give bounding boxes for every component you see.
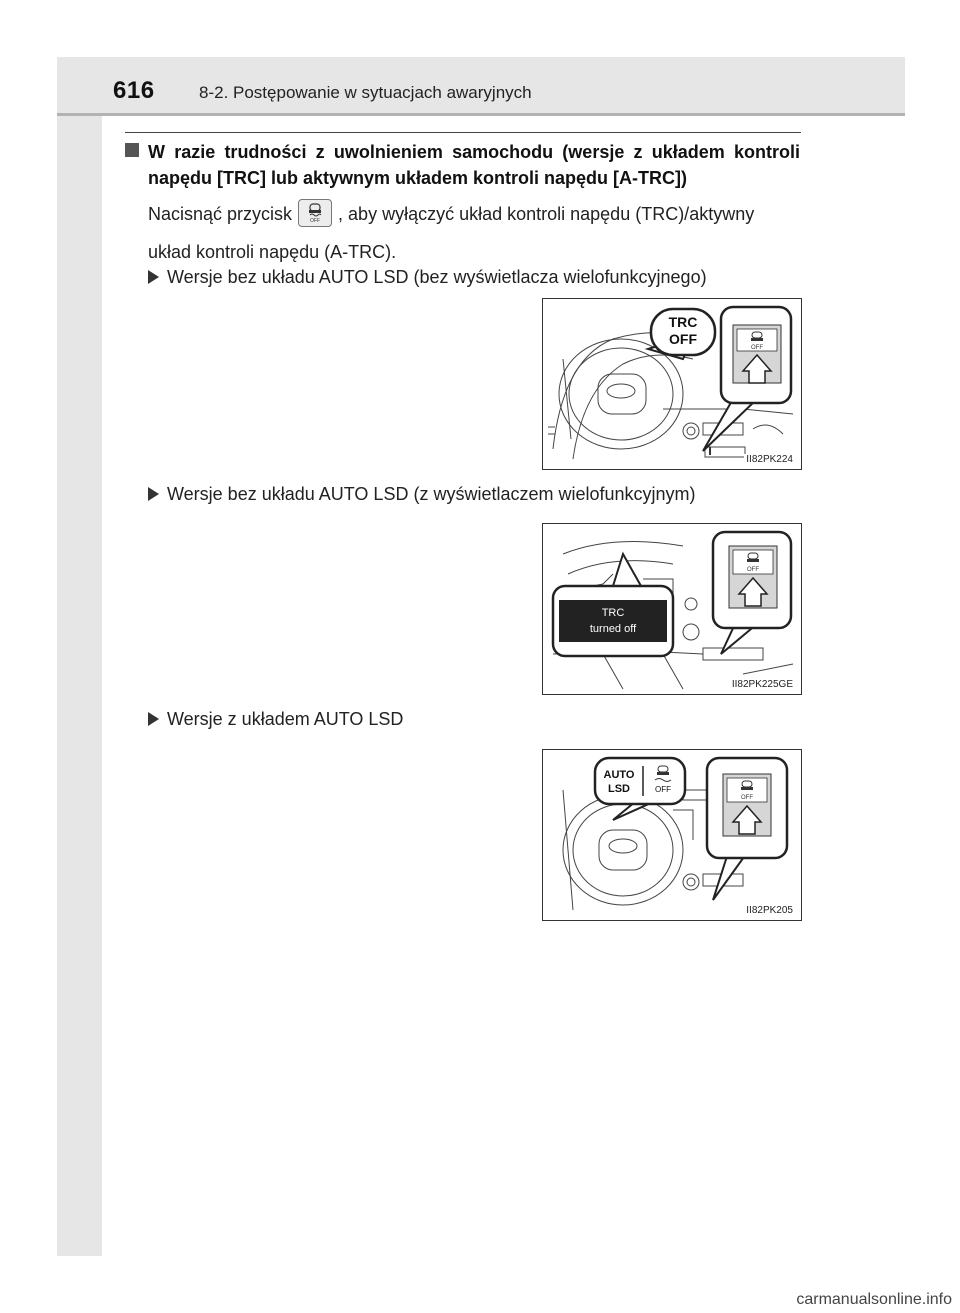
switch-1-label: OFF: [751, 345, 763, 351]
figure-1: [542, 298, 802, 470]
svg-text:OFF: OFF: [310, 218, 321, 224]
page-number: 616: [113, 77, 155, 104]
dashboard-illustration-3: [543, 750, 801, 920]
figure-1-code: II82PK224: [746, 454, 793, 465]
callout-2-line2: turned off: [589, 623, 637, 635]
instruction-text-start: Nacisnąć przycisk: [148, 204, 293, 224]
variant-bullet-1-text: Wersje bez układu AUTO LSD (bez wyświetlacza wielofunkcyjnego): [167, 267, 707, 287]
callout-1-line1: TRC: [668, 314, 698, 330]
callout-3-line2: LSD: [608, 783, 630, 795]
callout-2-line1: TRC: [601, 607, 625, 619]
trc-off-switch-icon: [298, 199, 332, 227]
callout-1-line2: OFF: [669, 331, 697, 347]
header-divider: [57, 113, 905, 116]
figure-2-code: II82PK225GE: [731, 679, 793, 690]
figure-3-code: II82PK205: [746, 905, 793, 916]
arrow-right-icon: [148, 712, 159, 726]
section-rule: [125, 132, 801, 133]
instruction-paragraph-line2: układ kontroli napędu (A-TRC).: [148, 242, 397, 262]
variant-bullet-3-text: Wersje z układem AUTO LSD: [167, 709, 404, 729]
variant-bullet-1: [148, 265, 707, 289]
figure-3: [542, 749, 802, 921]
arrow-right-icon: [148, 487, 159, 501]
watermark: carmanualsonline.info: [796, 1291, 952, 1308]
section-marker-icon: [125, 143, 139, 157]
variant-bullet-2: [148, 482, 696, 506]
dashboard-illustration-1: [543, 299, 801, 469]
page-margin-strip: [57, 57, 102, 1256]
callout-3-off: OFF: [655, 785, 671, 794]
section-heading: W razie trudności z uwolnieniem samochodu (wersje z układem kontroli napędu [TRC] lub aktywnym układem kontroli napędu [A-TRC]): [148, 142, 800, 188]
callout-3-line1: AUTO: [603, 769, 635, 781]
variant-bullet-3: [148, 707, 403, 731]
switch-3-label: OFF: [741, 795, 753, 801]
instruction-paragraph: [148, 201, 800, 229]
variant-bullet-2-text: Wersje bez układu AUTO LSD (z wyświetlaczem wielofunkcyjnym): [167, 484, 696, 504]
arrow-right-icon: [148, 270, 159, 284]
chapter-title: 8-2. Postępowanie w sytuacjach awaryjnych: [199, 83, 532, 102]
figure-2: [542, 523, 802, 695]
switch-2-label: OFF: [747, 567, 759, 573]
instruction-text-end: , aby wyłączyć układ kontroli napędu (TRC)/aktywny: [338, 204, 755, 224]
dashboard-illustration-2: [543, 524, 801, 694]
